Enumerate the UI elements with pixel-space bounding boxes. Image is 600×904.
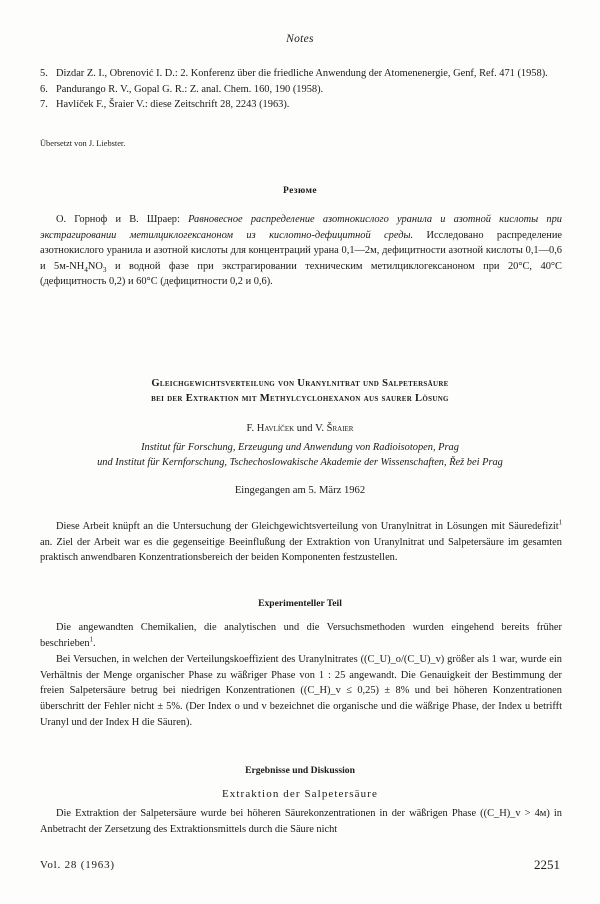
subscript: 4 bbox=[84, 265, 88, 274]
footnote-ref: 1 bbox=[558, 519, 562, 527]
reference-text: Havlíček F., Šraier V.: diese Zeitschrift 28, 2243 (1963). bbox=[56, 99, 290, 110]
resume-text: Исследовано распределение азотнокислого уранила и азотной кислоты для концентраций урана 0,1—2м, дефицитности азотной кислоты 0,1—0,6 и 5м-NH bbox=[40, 229, 562, 272]
reference-list bbox=[40, 66, 565, 113]
reference-text: Pandurango R. V., Gopal G. R.: Z. anal. Chem. 160, 190 (1958). bbox=[56, 83, 324, 95]
reference-number: 7. bbox=[40, 99, 48, 110]
reference-number: 5. bbox=[40, 68, 48, 79]
section-heading-experimental: Experimenteller Teil bbox=[258, 598, 342, 609]
resume-authors: О. Горноф и В. Шраер: bbox=[56, 214, 180, 225]
intro-paragraph bbox=[40, 519, 562, 566]
article-authors bbox=[0, 423, 600, 434]
subsection-heading: Extraktion der Salpetersäure bbox=[221, 788, 379, 800]
author-conjunction: und bbox=[296, 423, 313, 434]
resume-text: и водной фазе при экстрагировании техническим метилциклогексаноном при 20°C, 40°C (дефицитность 0,2) и 60°C (дефицитности 0,2 и 0,6). bbox=[40, 260, 562, 287]
body-text: Die angewandten Chemikalien, die analytischen und die Versuchsmethoden wurden eingehend bereits früher beschrieben bbox=[40, 622, 562, 649]
reference-item bbox=[40, 82, 565, 98]
subscript: 3 bbox=[102, 265, 107, 274]
footnote-ref: 1 bbox=[89, 636, 93, 644]
translator-note: Übersetzt von J. Liebster. bbox=[40, 139, 126, 148]
section-heading-results: Ergebnisse und Diskussion bbox=[245, 765, 355, 776]
resume-title: Равновесное распределение азотнокислого уранила и азотной кислоты при экстрагировании метилциклогексаноном из кислотно-дефицитной среды. bbox=[40, 214, 562, 241]
resume-text: NO bbox=[87, 260, 103, 272]
experimental-paragraph: Bei Versuchen, in welchen der Verteilungskoeffizient des Uranylnitrates ((C_U)_o/(C_U)_v) größer als 1 war, wurde ein Verhältnis der Menge organischer Phase zu wäßriger Phase von 1 : 25 angewandt. Die Genauigkeit der Bestimmung der freien Salpetersäure betrug bei niedrigen Konzentrationen ((C_H)_v ≤ 0,25) ± 8% und bei höheren Konzentrationen überschritt der Fehler nicht ± 5%. (Der Index o und v bezeichnet die organische und die wäßrige Phase, der Index u betrifft Uranyl und der Index H die Säuren). bbox=[40, 654, 562, 728]
running-head: Notes bbox=[286, 33, 314, 45]
reference-number: 6. bbox=[40, 83, 48, 95]
reference-item bbox=[40, 66, 565, 82]
reference-item bbox=[40, 97, 565, 113]
experimental-paragraph bbox=[40, 620, 562, 651]
received-date: Eingegangen am 5. März 1962 bbox=[234, 485, 366, 496]
journal-volume: Vol. 28 (1963) bbox=[40, 859, 115, 871]
institution-line: Institut für Forschung, Erzeugung und Anwendung von Radioisotopen, Prag bbox=[141, 442, 459, 453]
body-text: an. Ziel der Arbeit war es die gegenseitige Beeinflußung der Extraktion von Uranylnitrat und Salpetersäure im gesamten praktisch anwendbaren Konzentrationsbereich der beiden Komponenten festzustellen. bbox=[40, 536, 562, 564]
resume-paragraph bbox=[40, 212, 562, 290]
results-paragraph: Die Extraktion der Salpetersäure wurde bei höheren Säurekonzentrationen in der wäßrigen Phase ((C_H)_v > 4м) in Anbetracht der Zersetzung des Extraktionsmittels durch die Säure nicht bbox=[40, 808, 562, 835]
body-text: . bbox=[93, 637, 96, 649]
author-name: F. Havlíček bbox=[246, 423, 295, 434]
reference-text: Dizdar Z. I., Obrenović I. D.: 2. Konferenz über die friedliche Anwendung der Atomenenergie, Genf, Ref. 471 (1958). bbox=[56, 68, 548, 79]
article-title-line: Gleichgewichtsverteilung von Uranylnitrat und Salpetersäure bbox=[151, 378, 449, 389]
page-number: 2251 bbox=[534, 857, 560, 872]
article-title-line: bei der Extraktion mit Methylcyclohexanon aus saurer Lösung bbox=[151, 393, 449, 404]
author-name: V. Šraier bbox=[315, 423, 354, 434]
article-title bbox=[30, 376, 570, 406]
body-text: Diese Arbeit knüpft an die Untersuchung der Gleichgewichtsverteilung von Uranylnitrat in Lösungen mit Säuredefizit bbox=[56, 521, 559, 532]
institution-line: und Institut für Kernforschung, Tschechoslowakische Akademie der Wissenschaften, Řež bei Prag bbox=[97, 457, 503, 468]
resume-heading: Резюме bbox=[283, 186, 317, 196]
institution bbox=[20, 440, 580, 470]
